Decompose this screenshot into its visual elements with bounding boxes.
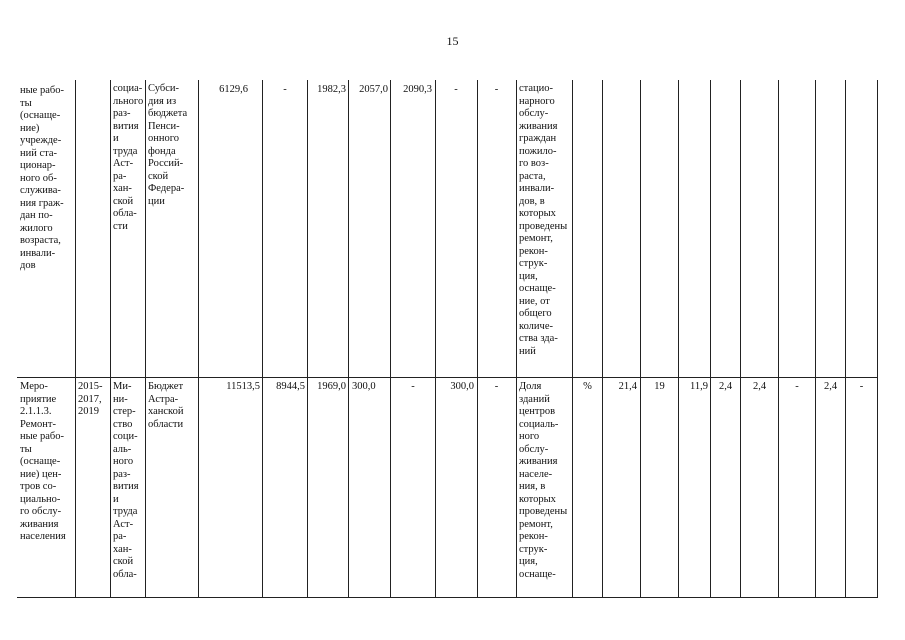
cell-year-2017: 300,0 (352, 381, 376, 392)
cell-year-2016: 1982,3 (317, 84, 346, 95)
cell-value: 21,4 (618, 381, 637, 392)
cell-total: 6129,6 (219, 84, 248, 95)
column-border (877, 80, 878, 598)
column-border (145, 80, 146, 598)
cell-year-2019: 300,0 (450, 381, 474, 392)
cell-year-2018: 2090,3 (403, 84, 432, 95)
cell-total: 11513,5 (226, 381, 260, 392)
cell-funding-source: Бюджет Астра- ханской области (148, 381, 184, 430)
cell-year-2020: - (494, 84, 499, 95)
column-border (572, 80, 573, 598)
column-border (198, 80, 199, 598)
cell-period: 2015- 2017, 2019 (78, 381, 103, 417)
cell-measure-name: ные рабо- ты (оснаще- ние) учрежде- ний ста- ционар- ного об- служива- ния граж- дан по- жилого возраста, инвали- дов (20, 85, 64, 271)
cell-executor: социа- льного раз- вития и труда Аст- ра- хан- ской обла- сти (113, 83, 144, 232)
row-divider (17, 377, 878, 378)
column-border (710, 80, 711, 598)
column-border (307, 80, 308, 598)
cell-value: - (795, 381, 799, 392)
page-number: 15 (446, 34, 459, 48)
column-border (602, 80, 603, 598)
table-bottom-border (17, 597, 878, 598)
cell-year-2015: 8944,5 (276, 381, 305, 392)
cell-executor: Ми- ни- стер- ство соци- аль- ного раз- вития и труда Аст- ра- хан- ской обла- (113, 381, 139, 580)
column-border (815, 80, 816, 598)
column-border (740, 80, 741, 598)
cell-indicator: Доля зданий центров социаль- ного обслу- живания населе- ния, в которых проведены ремонт, рекон- струк- ция, оснаще- (519, 381, 568, 580)
column-border (390, 80, 391, 598)
cell-measure-name: Меро- приятие 2.1.1.3. Ремонт- ные рабо- ты (оснаще- ние) цен- тров со- циально- го обслу- живания населения (20, 381, 66, 542)
cell-indicator: стацио- нарного обслу- живания граждан пожило- го воз- раста, инвали- дов, в которых проведены ремонт, рекон- струк- ция, оснаще- ние, от общего количе- ства зда- ний (519, 83, 568, 357)
column-border (845, 80, 846, 598)
cell-year-2015: - (283, 84, 287, 95)
cell-value: 2,4 (823, 381, 838, 392)
column-border (435, 80, 436, 598)
column-border (477, 80, 478, 598)
column-border (262, 80, 263, 598)
cell-year-2017: 2057,0 (359, 84, 388, 95)
cell-funding-source: Субси- дия из бюджета Пенси- онного фонда Россий- ской Федера- ции (148, 83, 188, 207)
cell-year-2020: - (494, 381, 499, 392)
cell-value: 19 (654, 381, 665, 392)
cell-year-2018: - (411, 381, 415, 392)
column-border (110, 80, 111, 598)
column-border (75, 80, 76, 598)
column-border (348, 80, 349, 598)
cell-value: 11,9 (690, 381, 708, 392)
column-border (516, 80, 517, 598)
cell-value: 2,4 (718, 381, 733, 392)
column-border (778, 80, 779, 598)
column-border (678, 80, 679, 598)
cell-value: 2,4 (752, 381, 767, 392)
cell-value: - (859, 381, 864, 392)
cell-unit: % (583, 381, 592, 392)
column-border (640, 80, 641, 598)
cell-year-2019: - (454, 84, 458, 95)
cell-year-2016: 1969,0 (317, 381, 346, 392)
